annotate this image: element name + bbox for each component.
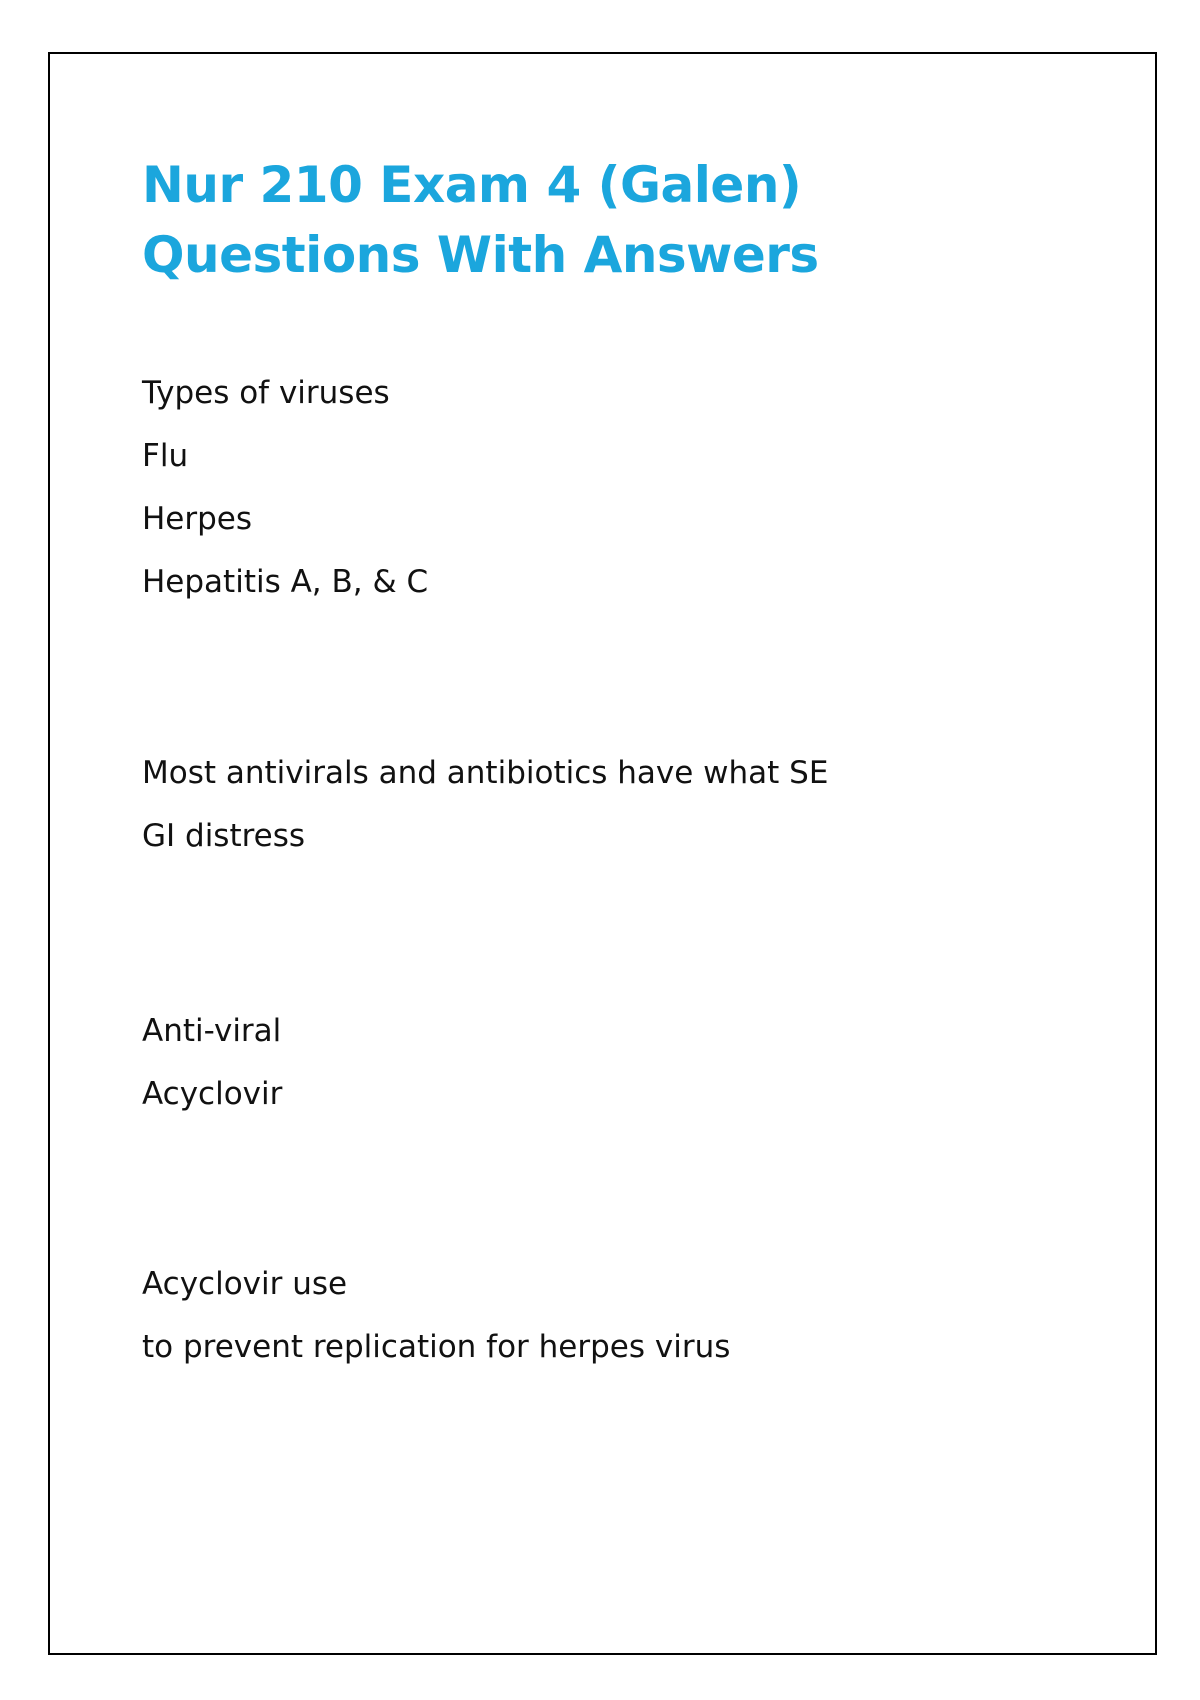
answer-text: Hepatitis A, B, & C: [142, 564, 429, 600]
answer-text: Flu: [142, 438, 189, 474]
answer-text: GI distress: [142, 818, 306, 854]
question-text: Most antivirals and antibiotics have what SE: [142, 755, 829, 791]
qa-card-types-of-viruses: [142, 362, 428, 614]
qa-card-anti-viral: [142, 1000, 282, 1126]
question-text: Acyclovir use: [142, 1266, 348, 1302]
answer-text: Herpes: [142, 501, 253, 537]
qa-card-antiviral-side-effects: [142, 742, 828, 868]
answer-text: Acyclovir: [142, 1076, 283, 1112]
question-text: Anti-viral: [142, 1013, 282, 1049]
qa-card-acyclovir-use: [142, 1253, 730, 1379]
document-title: Nur 210 Exam 4 (Galen) Questions With Answers: [142, 156, 819, 284]
answer-text: to prevent replication for herpes virus: [142, 1329, 731, 1365]
question-text: Types of viruses: [142, 375, 390, 411]
